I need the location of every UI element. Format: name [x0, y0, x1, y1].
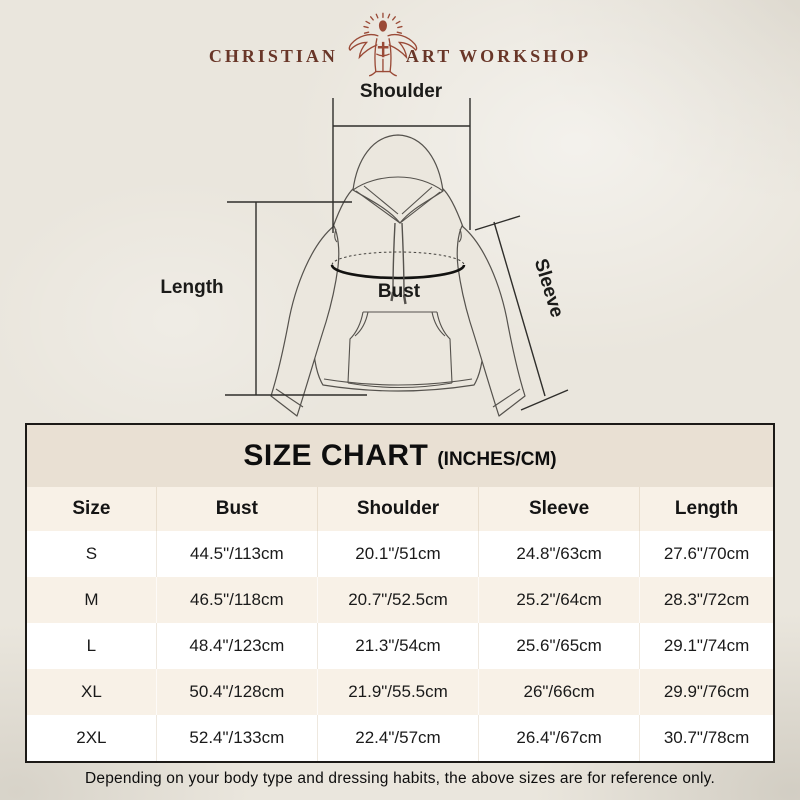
cell-length: 30.7"/78cm [663, 728, 750, 747]
size-chart-panel [25, 423, 775, 763]
cell-shoulder: 20.7"/52.5cm [318, 577, 479, 623]
sleeve-label: Sleeve [529, 256, 568, 321]
cell-size: 2XL [27, 715, 157, 761]
table-header-row [27, 487, 773, 531]
table-row-xl [27, 669, 773, 715]
cell-sleeve: 25.6"/65cm [479, 623, 640, 669]
cell-shoulder: 22.4"/57cm [318, 715, 479, 761]
col-header-sleeve: Sleeve [479, 487, 640, 531]
col-header-size: Size [27, 487, 157, 531]
cell-length: 28.3"/72cm [663, 590, 750, 609]
col-header-bust: Bust [157, 487, 318, 531]
cell-size: XL [27, 669, 157, 715]
brand-logo [0, 12, 800, 80]
cell-size: L [27, 623, 157, 669]
table-row-2xl [27, 715, 773, 761]
cell-sleeve: 24.8"/63cm [479, 531, 640, 577]
brand-name-right: ART WORKSHOP [405, 45, 592, 66]
cell-length: 29.1"/74cm [663, 636, 750, 655]
table-row-s [27, 531, 773, 577]
cell-size: M [27, 577, 157, 623]
cell-sleeve: 26.4"/67cm [479, 715, 640, 761]
cell-shoulder: 20.1"/51cm [318, 531, 479, 577]
cell-bust: 50.4"/128cm [157, 669, 318, 715]
cell-bust: 48.4"/123cm [157, 623, 318, 669]
hoodie-measurement-diagram [0, 80, 800, 423]
cell-length: 29.9"/76cm [663, 682, 750, 701]
cell-bust: 44.5"/113cm [157, 531, 318, 577]
col-header-shoulder: Shoulder [318, 487, 479, 531]
table-row-l [27, 623, 773, 669]
cell-sleeve: 26"/66cm [479, 669, 640, 715]
reference-disclaimer: Depending on your body type and dressing habits, the above sizes are for reference only. [85, 770, 715, 787]
cell-bust: 46.5"/118cm [157, 577, 318, 623]
col-header-length: Length [674, 498, 739, 519]
cell-shoulder: 21.3"/54cm [318, 623, 479, 669]
size-chart-units: (INCHES/CM) [437, 449, 557, 470]
cell-size: S [27, 531, 157, 577]
shoulder-label: Shoulder [359, 81, 443, 102]
bust-label: Bust [377, 281, 421, 302]
cell-length: 27.6"/70cm [663, 544, 750, 563]
cell-sleeve: 25.2"/64cm [479, 577, 640, 623]
table-row-m [27, 577, 773, 623]
cell-bust: 52.4"/133cm [157, 715, 318, 761]
size-chart-title-bar [27, 425, 773, 487]
cell-shoulder: 21.9"/55.5cm [318, 669, 479, 715]
size-chart-title: SIZE CHART [243, 439, 429, 472]
length-label: Length [160, 277, 224, 298]
brand-name-left: CHRISTIAN [208, 45, 338, 66]
